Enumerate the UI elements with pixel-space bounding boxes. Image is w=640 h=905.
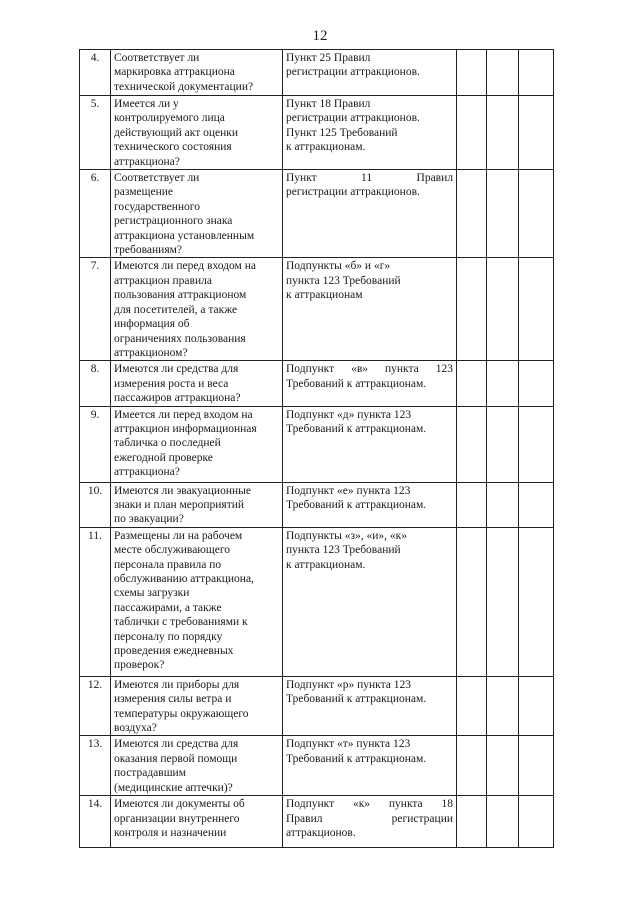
text-line: Имеется ли у [114, 98, 179, 110]
answer-no-cell [487, 258, 519, 361]
answer-no-cell [487, 50, 519, 96]
text-line: Соответствует ли [114, 172, 200, 185]
requirement-question [111, 796, 283, 848]
text-line: проверок? [114, 659, 165, 672]
text-line: по эвакуации? [114, 513, 184, 526]
row-number: 14. [80, 796, 111, 848]
text-line: аттракциона? [114, 466, 180, 479]
answer-na-cell [519, 796, 554, 848]
answer-na-cell [519, 361, 554, 406]
text-line: аттракциона установленным [114, 229, 255, 242]
legal-reference [283, 796, 457, 848]
text-line: Имеются ли средства для [114, 738, 239, 751]
row-number: 12. [80, 676, 111, 736]
text-line: организации внутреннего [114, 812, 240, 825]
text-line: пассажирами, а также [114, 601, 222, 614]
answer-na-cell [519, 482, 554, 527]
answer-no-cell [487, 796, 519, 848]
text-line: Подпункт «в» пункта 123 [286, 363, 453, 376]
table-row [80, 406, 554, 482]
checklist-table [79, 49, 554, 848]
text-line: к аттракционам [286, 289, 363, 302]
requirement-question [111, 736, 283, 796]
checklist-body [80, 50, 554, 848]
text-line: Имеются ли средства для [114, 363, 239, 376]
table-row [80, 96, 554, 170]
page-number: 12 [312, 28, 328, 44]
text-line: аттракционом? [114, 346, 188, 359]
text-line: аттракционов. [286, 827, 356, 840]
text-line: Подпункты «з», «и», «к» [286, 529, 407, 542]
text-line: регистрации аттракционов. [286, 66, 420, 79]
text-line: знаки и план мероприятий [114, 498, 245, 511]
row-number: 7. [80, 258, 111, 361]
answer-yes-cell [457, 796, 487, 848]
table-row [80, 482, 554, 527]
legal-reference [283, 96, 457, 170]
legal-reference [283, 170, 457, 258]
legal-reference [283, 482, 457, 527]
text-line: пункта 123 Требований [286, 544, 401, 557]
text-line: таблички с требованиями к [114, 616, 248, 629]
text-line: пострадавшим [114, 767, 186, 780]
text-line: аттракцион правила [114, 274, 212, 287]
text-line: Пункт 25 Правил [286, 52, 371, 64]
text-line: месте обслуживающего [114, 544, 231, 557]
answer-yes-cell [457, 527, 487, 676]
text-line: персоналу по порядку [114, 630, 223, 643]
requirement-question [111, 406, 283, 482]
text-line: проведения ежедневных [114, 645, 234, 657]
answer-na-cell [519, 676, 554, 736]
answer-na-cell [519, 170, 554, 258]
text-line: требованиям? [114, 244, 182, 257]
text-line: Имеются ли перед входом на [114, 260, 256, 273]
text-line: Имеются ли документы об [114, 798, 245, 811]
text-line: измерения силы ветра и [114, 693, 232, 706]
requirement-question [111, 170, 283, 258]
answer-na-cell [519, 50, 554, 96]
text-line: регистрации аттракционов. [286, 112, 420, 125]
text-line: государственного [114, 200, 200, 213]
text-line: воздуха? [114, 721, 157, 734]
text-line: Подпункт «д» пункта 123 [286, 408, 412, 421]
text-line: к аттракционам. [286, 141, 366, 154]
answer-yes-cell [457, 258, 487, 361]
text-line: Требований к аттракционам. [286, 377, 427, 390]
answer-no-cell [487, 676, 519, 736]
text-line: размещение [114, 186, 173, 199]
text-line: пассажиров аттракциона? [114, 392, 241, 405]
legal-reference [283, 406, 457, 482]
answer-no-cell [487, 527, 519, 676]
answer-yes-cell [457, 406, 487, 482]
row-number: 6. [80, 170, 111, 258]
text-line: пункта 123 Требований [286, 274, 401, 287]
table-row [80, 527, 554, 676]
text-line: Требований к аттракционам. [286, 422, 427, 435]
text-line: ограничениях пользования [114, 332, 246, 345]
table-row [80, 50, 554, 96]
legal-reference [283, 50, 457, 96]
answer-yes-cell [457, 736, 487, 796]
requirement-question [111, 482, 283, 527]
table-row [80, 170, 554, 258]
text-line: маркировка аттракциона [114, 66, 235, 79]
text-line: Требований к аттракционам. [286, 693, 427, 706]
table-row [80, 676, 554, 736]
text-line: пользования аттракционом [114, 289, 247, 302]
text-line: информация об [114, 318, 190, 331]
answer-no-cell [487, 170, 519, 258]
row-number: 4. [80, 50, 111, 96]
text-line: Подпункты «б» и «г» [286, 260, 391, 273]
answer-no-cell [487, 736, 519, 796]
answer-no-cell [487, 406, 519, 482]
text-line: Правил регистрации [286, 812, 453, 825]
text-line: аттракцион информационная [114, 422, 257, 435]
text-line: технической документации? [114, 80, 254, 93]
requirement-question [111, 361, 283, 406]
text-line: Размещены ли на рабочем [114, 529, 243, 542]
answer-na-cell [519, 406, 554, 482]
requirement-question [111, 676, 283, 736]
answer-no-cell [487, 482, 519, 527]
text-line: Подпункт «к» пункта 18 [286, 798, 453, 811]
answer-yes-cell [457, 50, 487, 96]
table-row [80, 361, 554, 406]
text-line: (медицинские аптечки)? [114, 781, 233, 794]
text-line: контролируемого лица [114, 112, 225, 125]
answer-na-cell [519, 96, 554, 170]
text-line: Соответствует ли [114, 52, 200, 64]
answer-yes-cell [457, 96, 487, 170]
text-line: Подпункт «е» пункта 123 [286, 484, 411, 497]
text-line: технического состояния [114, 141, 232, 154]
requirement-question [111, 50, 283, 96]
text-line: действующий акт оценки [114, 126, 239, 139]
text-line: Требований к аттракционам. [286, 752, 427, 765]
answer-yes-cell [457, 676, 487, 736]
legal-reference [283, 676, 457, 736]
row-number: 10. [80, 482, 111, 527]
requirement-question [111, 527, 283, 676]
text-line: аттракциона? [114, 155, 180, 168]
text-line: измерения роста и веса [114, 377, 229, 390]
answer-no-cell [487, 361, 519, 406]
text-line: к аттракционам. [286, 558, 366, 571]
table-row [80, 258, 554, 361]
row-number: 13. [80, 736, 111, 796]
requirement-question [111, 96, 283, 170]
answer-yes-cell [457, 482, 487, 527]
text-line: Пункт 18 Правил [286, 98, 371, 110]
text-line: оказания первой помощи [114, 752, 238, 765]
text-line: температуры окружающего [114, 707, 249, 720]
text-line: Имеется ли перед входом на [114, 408, 253, 421]
text-line: Имеются ли эвакуационные [114, 484, 251, 497]
text-line: Пункт 11 Правил [286, 172, 453, 185]
legal-reference [283, 361, 457, 406]
answer-no-cell [487, 96, 519, 170]
text-line: обслуживанию аттракциона, [114, 572, 254, 585]
text-line: схемы загрузки [114, 587, 190, 600]
requirement-question [111, 258, 283, 361]
text-line: контроля и назначении [114, 827, 227, 840]
legal-reference [283, 736, 457, 796]
row-number: 9. [80, 406, 111, 482]
text-line: для посетителей, а также [114, 303, 238, 316]
text-line: Имеются ли приборы для [114, 678, 240, 691]
text-line: персонала правила по [114, 558, 222, 571]
answer-yes-cell [457, 170, 487, 258]
row-number: 5. [80, 96, 111, 170]
text-line: регистрационного знака [114, 215, 233, 228]
table-row [80, 796, 554, 848]
legal-reference [283, 527, 457, 676]
legal-reference [283, 258, 457, 361]
answer-na-cell [519, 258, 554, 361]
row-number: 8. [80, 361, 111, 406]
table-row [80, 736, 554, 796]
text-line: ежегодной проверке [114, 451, 213, 464]
text-line: Пункт 125 Требований [286, 126, 398, 139]
text-line: Подпункт «р» пункта 123 [286, 678, 411, 691]
text-line: регистрации аттракционов. [286, 186, 420, 199]
answer-na-cell [519, 527, 554, 676]
answer-na-cell [519, 736, 554, 796]
text-line: табличка о последней [114, 437, 221, 450]
text-line: Подпункт «т» пункта 123 [286, 738, 411, 751]
row-number: 11. [80, 527, 111, 676]
answer-yes-cell [457, 361, 487, 406]
text-line: Требований к аттракционам. [286, 498, 427, 511]
